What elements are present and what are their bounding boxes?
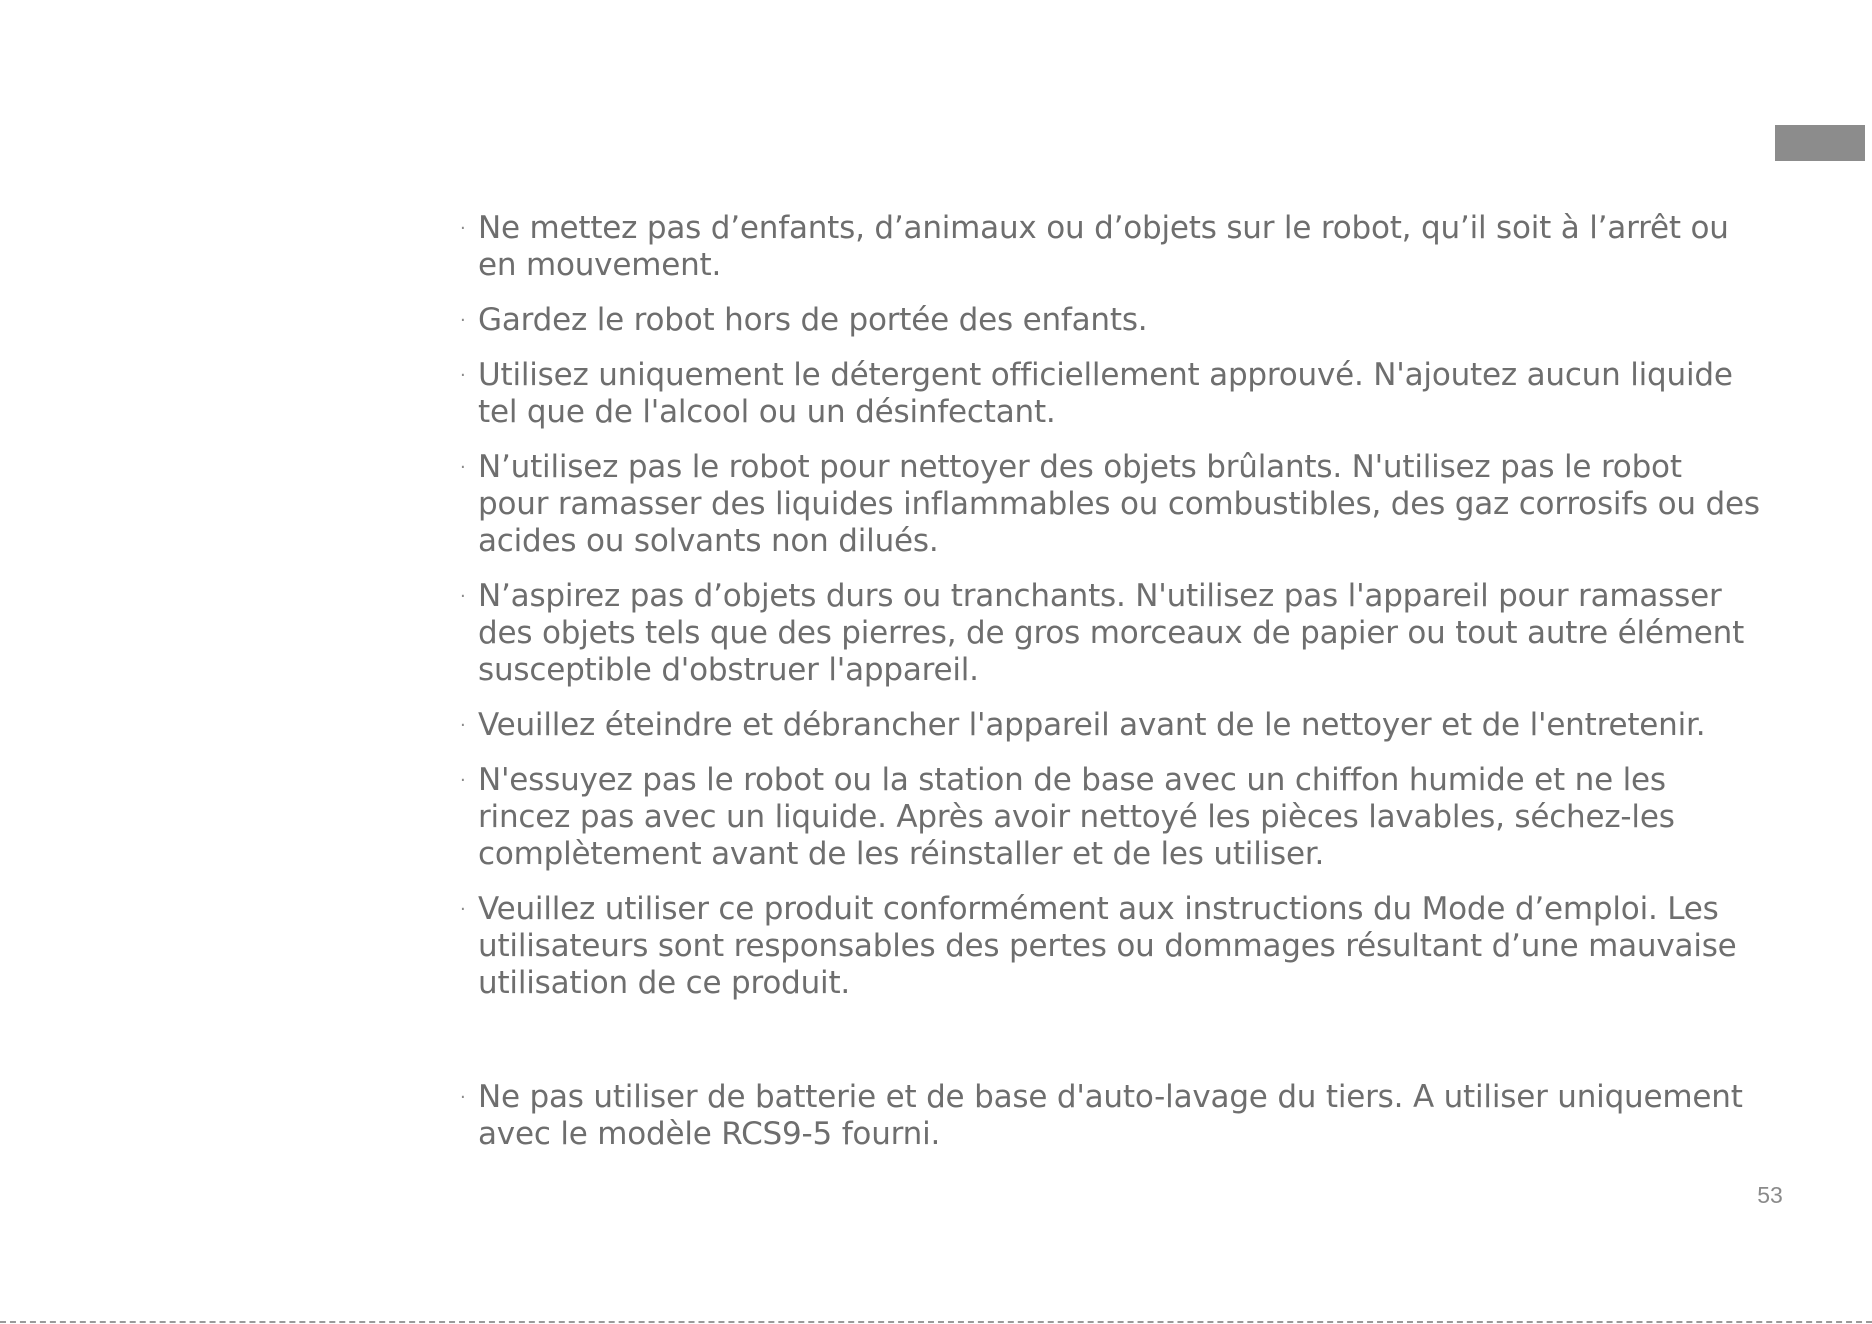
bullet-icon: ·	[460, 1087, 466, 1108]
list-item	[460, 891, 1760, 1002]
bullet-icon: ·	[460, 899, 466, 920]
bullet-icon: ·	[460, 586, 466, 607]
list-item-text: Ne mettez pas d’enfants, d’animaux ou d’objets sur le robot, qu’il soit à l’arrêt ou en mouvement.	[478, 210, 1729, 283]
list-item	[460, 707, 1760, 744]
bullet-icon: ·	[460, 770, 466, 791]
list-item	[460, 762, 1760, 873]
bullet-icon: ·	[460, 218, 466, 239]
page-number: 53	[1757, 1182, 1783, 1208]
list-item-text: Utilisez uniquement le détergent officiellement approuvé. N'ajoutez aucun liquide tel que de l'alcool ou un désinfectant.	[478, 357, 1733, 430]
bullet-icon: ·	[460, 715, 466, 736]
list-item	[460, 449, 1760, 560]
list-item-text: Gardez le robot hors de portée des enfants.	[478, 302, 1148, 338]
bullet-icon: ·	[460, 310, 466, 331]
list-item	[460, 210, 1760, 284]
list-item-text: Ne pas utiliser de batterie et de base d'auto-lavage du tiers. A utiliser uniquement avec le modèle RCS9-5 fourni.	[478, 1079, 1743, 1152]
list-item	[460, 1079, 1760, 1153]
list-item-text: Veuillez éteindre et débrancher l'appareil avant de le nettoyer et de l'entretenir.	[478, 707, 1706, 743]
list-item-text: Veuillez utiliser ce produit conformément aux instructions du Mode d’emploi. Les utilisateurs sont responsables des pertes ou dommages résultant d’une mauvaise utilisation de ce produit.	[478, 891, 1737, 1001]
safety-instructions-list	[460, 210, 1760, 1171]
list-item-text: N'essuyez pas le robot ou la station de base avec un chiffon humide et ne les rincez pas avec un liquide. Après avoir nettoyé les pièces lavables, séchez-les complètement avant de les réinstaller et de les utiliser.	[478, 762, 1675, 872]
page-bottom-divider	[0, 1321, 1872, 1323]
list-item	[460, 357, 1760, 431]
section-tab-marker	[1775, 125, 1865, 161]
list-item	[460, 578, 1760, 689]
list-item	[460, 302, 1760, 339]
list-item-text: N’aspirez pas d’objets durs ou tranchants. N'utilisez pas l'appareil pour ramasser des objets tels que des pierres, de gros morceaux de papier ou tout autre élément susceptible d'obstruer l'appareil.	[478, 578, 1745, 688]
bullet-icon: ·	[460, 457, 466, 478]
bullet-icon: ·	[460, 365, 466, 386]
list-item-text: N’utilisez pas le robot pour nettoyer des objets brûlants. N'utilisez pas le robot pour ramasser des liquides inflammables ou combustibles, des gaz corrosifs ou des acides ou solvants non dilués.	[478, 449, 1760, 559]
